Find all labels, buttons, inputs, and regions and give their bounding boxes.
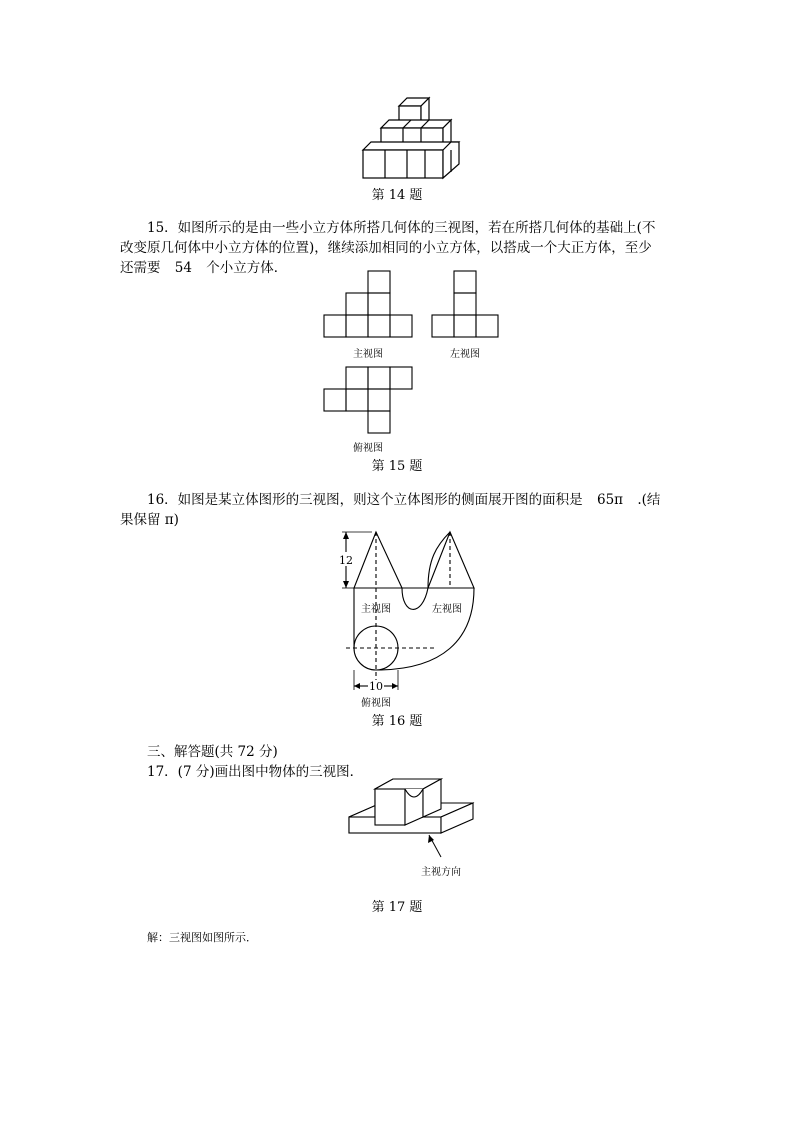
question-17-solution [120, 928, 680, 948]
figure-15-caption: 第 15 题 [371, 459, 423, 474]
question-17-line-1: 17．(7 分)画出图中物体的三视图． [147, 764, 364, 780]
figure-14-stacked-cubes [355, 92, 465, 184]
figure-17-object [345, 775, 480, 885]
figure-17-caption: 第 17 题 [371, 900, 423, 915]
figure-16-left-view-label: 左视图 [432, 604, 462, 615]
figure-16-front-view-label: 主视图 [361, 604, 391, 615]
figure-16-caption: 第 16 题 [371, 714, 423, 729]
section-3-title: 三、解答题(共 72 分) [147, 744, 278, 760]
figure-15-three-views [320, 268, 500, 458]
figure-16-height-dimension: 12 [339, 554, 353, 567]
question-15-line-3-start: 还需要 [120, 260, 161, 276]
question-16-line-1-end: .(结 [637, 492, 661, 508]
figure-14-caption: 第 14 题 [371, 188, 423, 203]
figure-15-top-view-label: 俯视图 [353, 443, 383, 454]
figure-15-front-view-label: 主视图 [353, 349, 383, 360]
figure-16-cone-three-views [332, 520, 482, 710]
question-17-solution-text: 解：三视图如图所示． [147, 931, 257, 944]
question-16-line-1 [120, 490, 680, 510]
question-15-answer: 54 [174, 260, 192, 276]
question-16-line-1-start: 16．如图是某立体图形的三视图，则这个立体图形的侧面展开图的面积是 [147, 492, 583, 508]
question-15-line-3-end: 个小立方体． [206, 260, 288, 276]
figure-17-view-direction-label: 主视方向 [421, 867, 461, 878]
question-16-line-2: 果保留 π) [120, 512, 179, 528]
question-15-line-2: 改变原几何体中小立方体的位置)，继续添加相同的小立方体，以搭成一个大正方体，至少 [120, 240, 652, 256]
figure-16-width-dimension: 10 [369, 680, 383, 693]
question-15-line-1: 15．如图所示的是由一些小立方体所搭几何体的三视图，若在所搭几何体的基础上(不 [147, 220, 656, 236]
figure-15-left-view-label: 左视图 [450, 349, 480, 360]
question-16-answer: 65π [596, 492, 624, 508]
figure-16-top-view-label: 俯视图 [361, 698, 391, 709]
